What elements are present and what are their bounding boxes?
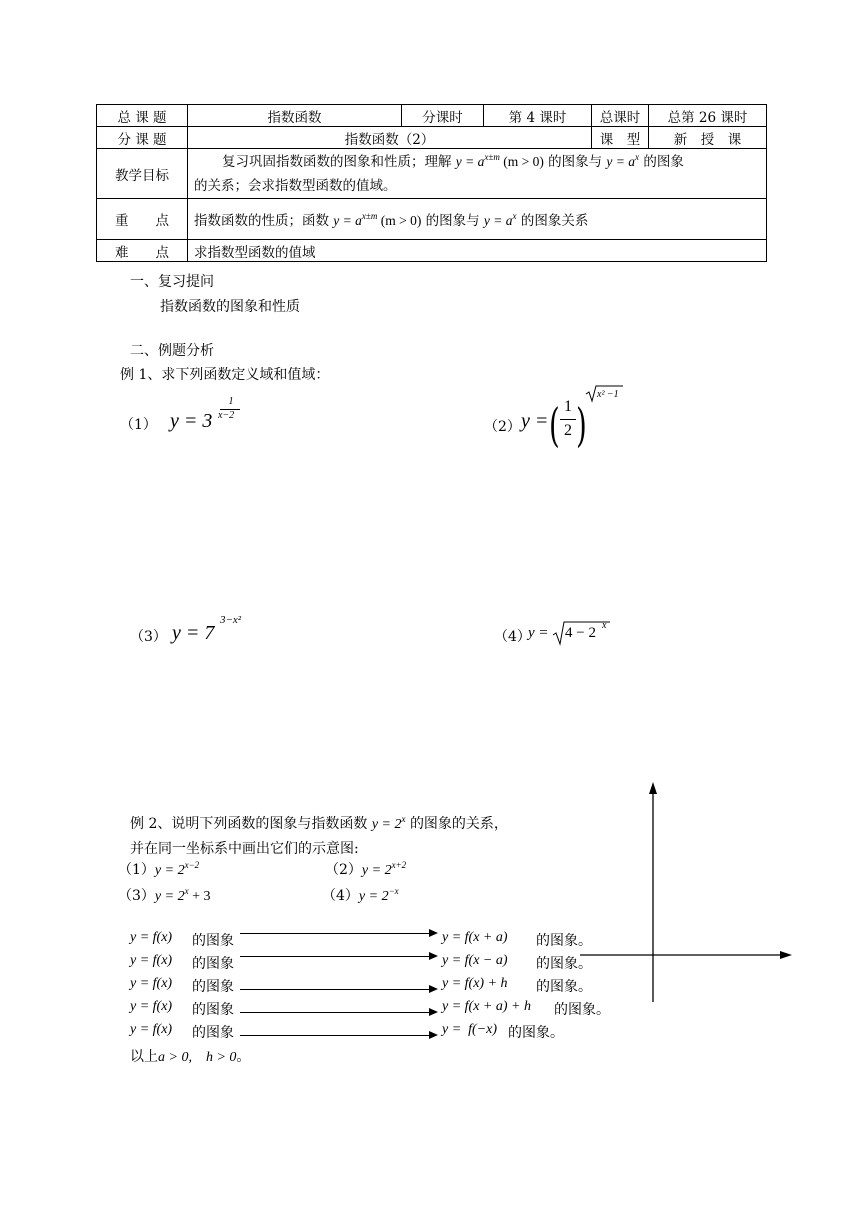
goal-formula-1: $y = a^{x\pm m}$ (m > 0) — [455, 151, 544, 169]
example2-item-3: $(3)y = 2^x + 3$ — [118, 886, 211, 904]
goal-text-1: 复习巩固指数函数的图象和性质；理解 — [222, 153, 452, 170]
example2-item-2: $(2)y = 2^{x+2}$ — [325, 860, 407, 878]
total-topic-label: 总 课 题 — [97, 105, 188, 127]
transform-row: y = f(x) 的图象 y = f(x + a) + h 的图象。 — [130, 999, 610, 1018]
total-lessons-value: 总第 26 课时 — [649, 105, 767, 127]
goal-text-3: 的图象 — [643, 153, 684, 170]
transform-row: y = f(x) 的图象 y = f(x) + h 的图象。 — [130, 976, 592, 995]
teaching-goal-content — [188, 149, 767, 199]
goal-formula-2: $y = a^x$ — [606, 151, 640, 169]
arrow-line — [240, 933, 430, 934]
y-axis-arrow — [649, 782, 657, 794]
arrow-line — [240, 989, 430, 990]
example2-item-4: $(4)y = 2^{-x}$ — [322, 886, 399, 904]
section1-heading: 一、复习提问 — [130, 274, 214, 290]
total-lessons-label: 总课时 — [592, 105, 649, 127]
x-axis-arrow — [780, 951, 792, 959]
arrow-line — [240, 1035, 430, 1036]
arrow-line — [240, 1012, 430, 1013]
example2-base-func: $y = 2^x$ — [371, 814, 406, 832]
teaching-goal-label: 教学目标 — [97, 149, 188, 199]
difficulty-value: 求指数型函数的值域 — [188, 240, 767, 262]
lesson-type-value: 新 授 课 — [649, 127, 767, 149]
key-formula-2: $y = a^x$ — [483, 211, 517, 228]
conditions-note: 以上a > 0, h > 0。 — [130, 1049, 251, 1065]
key-point-content: 指数函数的性质；函数 $y = a^{x\pm m}$ (m > 0) 的图象与 $y = a^x$ 的图象关系 — [188, 199, 767, 240]
arrow-head — [429, 1031, 438, 1039]
section1-body: 指数函数的图象和性质 — [160, 299, 300, 315]
difficulty-label: 难 点 — [97, 240, 188, 262]
arrow-head — [429, 929, 438, 937]
transform-row: y = f(x) 的图象 y = f(−x) 的图象。 — [130, 1022, 564, 1041]
sub-topic-label: 分 课 题 — [97, 127, 188, 149]
arrow-head — [429, 952, 438, 960]
lesson-type-label: 课 型 — [592, 127, 649, 149]
arrow-head — [429, 1008, 438, 1016]
example2-instruction: 并在同一坐标系中画出它们的示意图: — [130, 841, 359, 857]
transform-row: y = f(x) 的图象 y = f(x − a) 的图象。 — [130, 953, 592, 972]
sub-topic-value: 指数函数（2） — [188, 127, 592, 149]
goal-text-2: 的图象与 — [548, 153, 603, 170]
goal-text-4: 的关系；会求指数型函数的值域。 — [194, 177, 397, 194]
section2-heading: 二、例题分析 — [130, 343, 214, 359]
coordinate-axes — [570, 780, 798, 1005]
key-point-label: 重 点 — [97, 199, 188, 240]
key-formula-1: $y = a^{x\pm m}$ (m > 0) — [333, 211, 422, 228]
sub-lesson-label: 分课时 — [402, 105, 484, 127]
example1-title: 例 1、求下列函数定义域和值域： — [120, 367, 330, 383]
transform-row: y = f(x) 的图象 y = f(x + a) 的图象。 — [130, 930, 592, 949]
arrow-head — [429, 985, 438, 993]
total-topic-value: 指数函数 — [188, 105, 402, 127]
sub-lesson-value: 第 4 课时 — [484, 105, 592, 127]
example2-title: 例 2、说明下列函数的图象与指数函数 $y = 2^x$ 的图象的关系， — [130, 814, 508, 832]
lesson-header-table — [96, 104, 767, 262]
arrow-line — [240, 956, 430, 957]
example2-item-1: $(1)y = 2^{x-2}$ — [118, 860, 200, 878]
